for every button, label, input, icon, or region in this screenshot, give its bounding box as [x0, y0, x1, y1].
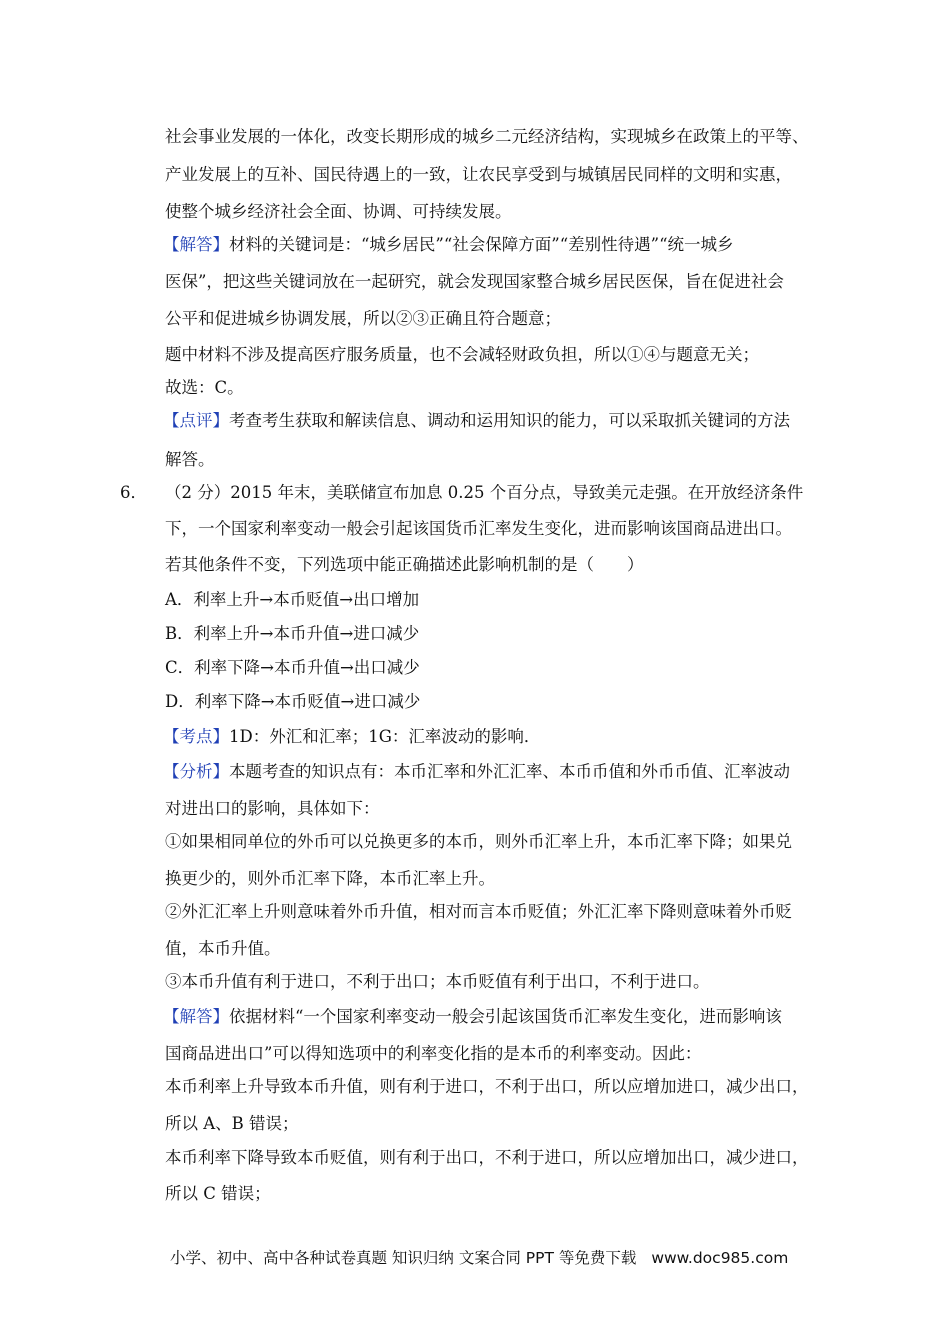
- paragraph-line: 产业发展上的互补、国民待遇上的一致，让农民享受到与城镇居民同样的文明和实惠，: [165, 165, 792, 184]
- option-b: B．利率上升→本币升值→进口减少: [165, 624, 420, 643]
- comment-text: 考查考生获取和解读信息、调动和运用知识的能力，可以采取抓关键词的方法: [229, 411, 790, 430]
- jieda-line: 国商品进出口”可以得知选项中的利率变化指的是本币的利率变动。因此：: [165, 1044, 702, 1063]
- jieda-line: 本币利率下降导致本币贬值，则有利于出口，不利于进口，所以应增加出口，减少进口，: [165, 1148, 809, 1167]
- fenxi-line: ③本币升值有利于进口，不利于出口；本币贬值有利于出口，不利于进口。: [165, 972, 710, 991]
- fenxi-line: ①如果相同单位的外币可以兑换更多的本币，则外币汇率上升，本币汇率下降；如果兑: [165, 832, 792, 851]
- option-a: A．利率上升→本币贬值→出口增加: [165, 590, 420, 609]
- jieda-block: [163, 1007, 782, 1027]
- kaodian-block: [163, 727, 540, 747]
- fenxi-block: [163, 762, 790, 782]
- option-c: C．利率下降→本币升值→出口减少: [165, 658, 420, 677]
- fenxi-tag: 【分析】: [163, 762, 229, 781]
- answer-line: 故选：C。: [165, 378, 244, 397]
- jieda-tag: 【解答】: [163, 1007, 229, 1026]
- answer-text: 材料的关键词是：“城乡居民”“社会保障方面”“差别性待遇”“统一城乡: [229, 235, 734, 254]
- kaodian-tag: 【考点】: [163, 727, 229, 746]
- question-number: 6．: [120, 483, 147, 502]
- kaodian-text: 1D：外汇和汇率；1G：汇率波动的影响．: [229, 727, 541, 746]
- jieda-tag: 【解答】: [163, 235, 229, 254]
- footer-text: 小学、初中、高中各种试卷真题 知识归纳 文案合同 PPT 等免费下载: [170, 1249, 637, 1267]
- option-d: D．利率下降→本币贬值→进口减少: [165, 692, 421, 711]
- paragraph-line: 社会事业发展的一体化，改变长期形成的城乡二元经济结构，实现城乡在政策上的平等、: [165, 127, 809, 146]
- answer-block: [163, 235, 734, 255]
- dianping-tag: 【点评】: [163, 411, 229, 430]
- paragraph-line: 使整个城乡经济社会全面、协调、可持续发展。: [165, 202, 512, 221]
- answer-line: 题中材料不涉及提高医疗服务质量，也不会减轻财政负担，所以①④与题意无关；: [165, 345, 759, 364]
- comment-line: 解答。: [165, 450, 215, 469]
- fenxi-line: 换更少的，则外币汇率下降，本币汇率上升。: [165, 869, 495, 888]
- question-stem-line: （2 分）2015 年末，美联储宣布加息 0.25 个百分点，导致美元走强。在开放经济条件: [165, 483, 804, 502]
- fenxi-line: ②外汇汇率上升则意味着外币升值，相对而言本币贬值；外汇汇率下降则意味着外币贬: [165, 902, 792, 921]
- answer-line: 医保”，把这些关键词放在一起研究，就会发现国家整合城乡居民医保，旨在促进社会: [165, 272, 784, 291]
- question-stem-line: 下，一个国家利率变动一般会引起该国货币汇率发生变化，进而影响该国商品进出口。: [165, 519, 792, 538]
- fenxi-line: 对进出口的影响，具体如下：: [165, 799, 380, 818]
- jieda-line: 本币利率上升导致本币升值，则有利于进口，不利于出口，所以应增加进口，减少出口，: [165, 1077, 809, 1096]
- answer-line: 公平和促进城乡协调发展，所以②③正确且符合题意；: [165, 309, 561, 328]
- jieda-line: 所以 C 错误；: [165, 1184, 271, 1203]
- footer-url-link[interactable]: www.doc985.com: [651, 1249, 789, 1267]
- question-stem-line: 若其他条件不变，下列选项中能正确描述此影响机制的是（ ）: [165, 555, 644, 574]
- jieda-text: 依据材料“一个国家利率变动一般会引起该国货币汇率发生变化，进而影响该: [229, 1007, 782, 1026]
- comment-block: [163, 411, 790, 431]
- fenxi-line: 值，本币升值。: [165, 939, 281, 958]
- jieda-line: 所以 A、B 错误；: [165, 1114, 299, 1133]
- page-footer: [170, 1246, 788, 1268]
- fenxi-text: 本题考查的知识点有：本币汇率和外汇汇率、本币币值和外币币值、汇率波动: [229, 762, 790, 781]
